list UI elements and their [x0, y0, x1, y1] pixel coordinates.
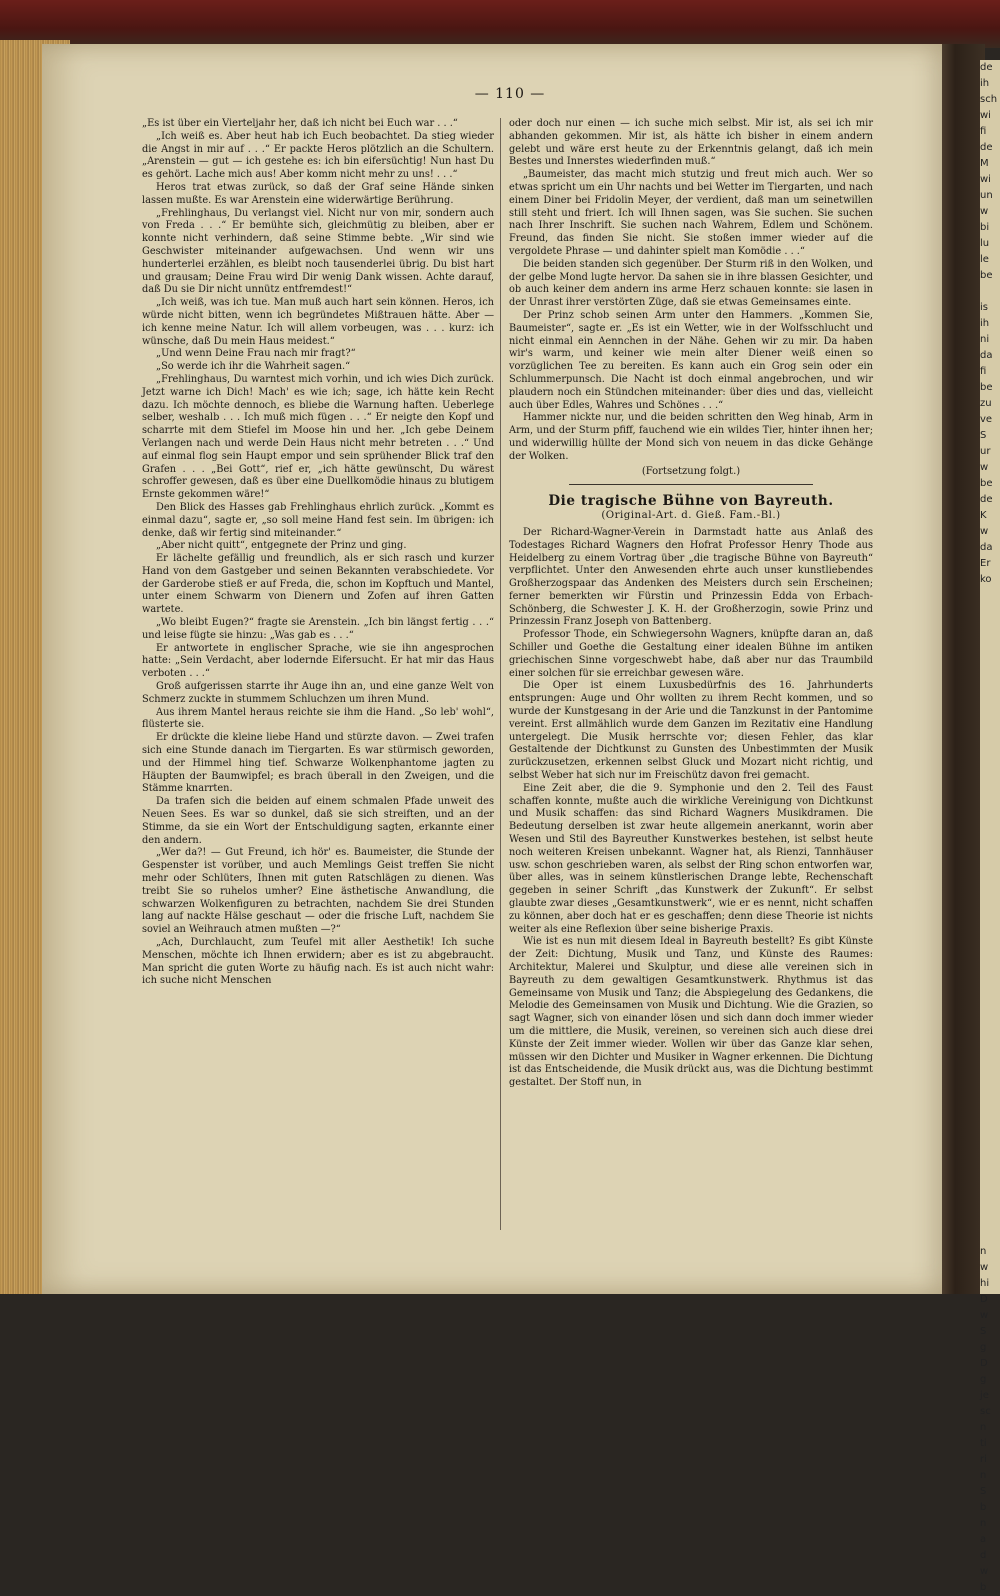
- margin-fragment: [980, 1004, 1000, 1020]
- margin-fragment: be: [980, 478, 993, 489]
- margin-fragment: [980, 1020, 1000, 1036]
- paragraph: Aus ihrem Mantel heraus reichte sie ihm die Hand. „So leb' wohl“, flüsterte sie.: [142, 706, 494, 731]
- margin-fragment: K: [980, 510, 987, 521]
- margin-fragment: hi: [980, 1278, 990, 1289]
- margin-fragment: de: [980, 142, 993, 153]
- margin-fragment: [980, 1068, 1000, 1084]
- margin-fragment: [980, 796, 1000, 812]
- margin-fragment: [980, 1212, 1000, 1228]
- margin-fragment: [980, 892, 1000, 908]
- paragraph: „Es ist über ein Vierteljahr her, daß ich nicht bei Euch war . . .“: [142, 118, 458, 129]
- paragraph: „Und wenn Deine Frau nach mir fragt?“: [156, 348, 356, 360]
- margin-fragment: [980, 636, 1000, 652]
- paragraph: Groß aufgerissen starrte ihr Auge ihn an, und eine ganze Welt von Schmerz zuckte in stummem Schluchzen um ihren Mund.: [142, 681, 494, 705]
- margin-fragment: d: [980, 1550, 987, 1561]
- margin-fragment: [980, 780, 1000, 796]
- margin-fragment: be: [980, 382, 993, 393]
- margin-fragment: un: [980, 190, 993, 201]
- margin-fragment: [980, 588, 1000, 604]
- margin-fragment: sc: [980, 1406, 991, 1417]
- margin-fragment: [980, 1132, 1000, 1148]
- margin-fragment: S: [980, 430, 987, 441]
- paragraph: „Frehlinghaus, Du verlangst viel. Nicht nur von mir, sondern auch von Freda . . .“ Er bemühte sich, gleichmütig zu bleiben, aber er konnte nicht verhindern, daß seine Stimme bebte. „Wir sind wie Geschwister miteinander aufgewachsen. Und wenn wir uns hunderterlei erzählen, es bleibt noch tausenderlei übrig. Du bist hart und grausam; Deine Frau wird Dir wenig Dank wissen. Achte darauf, daß Du sie Dir nicht unnütz entfremdest!“: [142, 207, 494, 296]
- margin-fragment: g: [980, 1342, 987, 1353]
- margin-fragment: b: [980, 1582, 987, 1593]
- margin-fragment: lu: [980, 238, 990, 249]
- margin-fragment: de: [980, 62, 993, 73]
- margin-fragment: w: [980, 206, 989, 217]
- margin-fragment: [980, 844, 1000, 860]
- continuation-note: (Fortsetzung folgt.): [641, 465, 741, 477]
- margin-fragment: [980, 988, 1000, 1004]
- margin-fragment: [980, 1180, 1000, 1196]
- margin-fragment: ko: [980, 574, 992, 585]
- paragraph: Er drückte die kleine liebe Hand und stürzte davon. — Zwei trafen sich eine Stunde danach im Tiergarten. Es war stürmisch geworden, und der Himmel hing tief. Schwarze Wolkenphantome jagten zu Häupten der Baumwipfel; es brach überall in den Zweigen, und die Stämme knarrten.: [142, 732, 494, 795]
- margin-fragment: n: [980, 1422, 987, 1433]
- section-rule: [569, 484, 813, 485]
- margin-fragment: da: [980, 542, 993, 553]
- margin-fragment: [980, 684, 1000, 700]
- margin-fragment: sch: [980, 94, 998, 105]
- margin-fragment: w: [980, 1262, 989, 1273]
- margin-fragment: [980, 1164, 1000, 1180]
- margin-fragment: n: [980, 1518, 987, 1529]
- paragraph: „Wer da?! — Gut Freund, ich hör' es. Baumeister, die Stunde der Gespenster ist vorüber, und auch Memlings Geist treffen Sie nicht mehr oder Schlüters, Ihnen mit guten Ratschlägen zu dienen. Was treibt Sie so ruhelos umher? Eine ästhetische Anwandlung, die schwarzen Wolkenfiguren zu betrachten, nachdem Sie drei Stunden lang auf nackte Hälse geschaut — oder die frische Luft, nachdem Sie soviel an Weihrauch atmen mußten —?“: [142, 847, 494, 936]
- margin-fragment: [980, 1196, 1000, 1212]
- book-gutter: [935, 44, 985, 1294]
- paragraph: „Wo bleibt Eugen?“ fragte sie Arenstein. „Ich bin längst fertig . . .“ und leise fügte sie hinzu: „Was gab es . . .“: [142, 617, 494, 641]
- margin-fragment: [980, 1228, 1000, 1244]
- margin-fragment: ve: [980, 414, 993, 425]
- paragraph: oder doch nur einen — ich suche mich selbst. Mir ist, als sei ich mir abhanden gekommen. Mir ist, als hätte ich bisher in einem andern gelebt und wäre erst heute zu der Erkenntnis gelangt, daß ich mein Bestes und Innerstes wiederfinden muß.“: [509, 118, 873, 168]
- margin-fragment: n: [980, 1246, 987, 1257]
- margin-fragment: w: [980, 462, 989, 473]
- margin-fragment: [980, 924, 1000, 940]
- margin-fragment: ih: [980, 318, 990, 329]
- paragraph: „Aber nicht quitt“, entgegnete der Prinz und ging.: [156, 540, 407, 552]
- paragraph: Der Richard-Wagner-Verein in Darmstadt hatte aus Anlaß des Todestages Richard Wagners den Hofrat Professor Henry Thode aus Heidelberg zu einem Vortrag über „die tragische Bühne von Bayreuth“ verpflichtet. Unter den Anwesenden ehrte auch unser kunstliebendes Großherzogspaar das Andenken des Meisters durch sein Erscheinen; ferner bemerkten wir Fürstin und Prinzessin Edda von Erbach-Schönberg, die Schwester J. K. H. der Großherzogin, sowie Prinz und Prinzessin Franz Joseph von Battenberg.: [509, 526, 873, 628]
- margin-fragment: [980, 764, 1000, 780]
- margin-fragment: wi: [980, 174, 991, 185]
- paragraph: „Ich weiß, was ich tue. Man muß auch hart sein können. Heros, ich würde nicht bitten, wenn ich begründetes Mißtrauen hätte. Aber — ich kenne meine Natur. Ich will allem vorbeugen, was . . . kurz: ich wünsche, daß Du mein Haus meidest.“: [142, 297, 494, 347]
- paragraph: „Frehlinghaus, Du warntest mich vorhin, und ich wies Dich zurück. Jetzt warne ich Dich! Mach' es wie ich; sage, ich hätte kein Recht dazu. Ich möchte dennoch, es bliebe die Warnung haften. Ueberlege selber, weshalb . . . Ich muß mich fügen . . .“ Er neigte den Kopf und scharrte mit dem Stiefel im Moose hin und her. „Ich gebe Deinem Verlangen nach und werde Dein Haus nicht mehr betreten . . .“ Und auf einmal flog sein Haupt empor und sein sprühender Blick traf den Grafen . . . „Bei Gott“, rief er, „ich hätte gewünscht, Du wärest schroffer gewesen, daß es über eine Duellkomödie hinaus zu blutigem Ernste gekommen wäre!“: [142, 373, 494, 501]
- margin-fragment: [980, 940, 1000, 956]
- paragraph: Eine Zeit aber, die die 9. Symphonie und den 2. Teil des Faust schaffen konnte, mußte auch die wirkliche Vereinigung von Dichtkunst und Musik schaffen: das sind Richard Wagners Musikdramen. Die Bedeutung derselben ist zwar heute allgemein anerkannt, worin aber Wesen und Stil des Bayreuther Kunstwerkes bestehen, ist selbst heute noch weiteren Kreisen unbekannt. Wagner hat, als Rienzi, Tannhäuser usw. schon geschrieben waren, als selbst der Ring schon entworfen war, über alles, was in seinem künstlerischen Drange lebte, Rechenschaft gegeben in seiner Schrift „das Kunstwerk der Zukunft“. Er selbst glaubte zwar dieses „Gesamtkunstwerk“, wie er es nennt, nicht schaffen zu können, aber doch hat er es geschaffen; denn diese Theorie ist nichts weiter als eine Reflexion über seine bisherige Praxis.: [509, 782, 873, 935]
- margin-fragment: zu: [980, 398, 992, 409]
- paragraph: „Baumeister, das macht mich stutzig und freut mich auch. Wer so etwas spricht um ein Uhr nachts und bei Wetter im Tiergarten, und nach einem Diner bei Fridolin Meyer, der verdient, daß man um seinetwillen still steht und friert. Ich will Ihnen sagen, was Sie suchen. Sie suchen nach Ihrer Inschrift. Sie suchen nach Wahrem, Edlem und Schönem. Freund, das finden Sie nicht. Sie stoßen immer wieder auf die vergoldete Phrase — und dahinter spielt man Komödie . . .“: [509, 169, 873, 257]
- book-binding: [0, 0, 1000, 48]
- margin-fragment: a: [980, 1534, 987, 1545]
- margin-fragment: w: [980, 1566, 989, 1577]
- paragraph: „Ach, Durchlaucht, zum Teufel mit aller Aesthetik! Ich suche Menschen, möchte ich Ihnen erwidern; aber es ist zu abgebraucht. Man spricht die guten Worte zu häufig nach. Es ist auch nicht wahr: ich suche nicht Menschen: [142, 937, 494, 987]
- margin-fragment: D: [980, 1294, 988, 1305]
- paragraph: Wie ist es nun mit diesem Ideal in Bayreuth bestellt? Es gibt Künste der Zeit: Dichtung, Musik und Tanz, und Künste des Raumes: Architektur, Malerei und Skulptur, und diese alle vereinen sich in Bayreuth zu dem gewaltigen Gesamtkunstwerk. Rhythmus ist das Gemeinsame von Musik und Tanz; die Abspiegelung des Gedankens, die Melodie des Gemeinsamen von Musik und Dichtung. Wie die Grazien, so sagt Wagner, sich von einander lösen und sich dann doch immer wieder um die mittlere, die Musik, vereinen, so vereinen sich auch diese drei Künste der Zeit immer wieder. Wollen wir über das Ganze klar sehen, müssen wir den Dichter und Musiker in Wagner erkennen. Die Dichtung ist das Entscheidende, die Musik drückt aus, was die Dichtung bestimmt gestaltet. Der Stoff nun, in: [509, 936, 873, 1089]
- paragraph: „So werde ich ihr die Wahrheit sagen.“: [156, 361, 351, 373]
- article-subtitle: (Original-Art. d. Gieß. Fam.-Bl.): [601, 510, 781, 522]
- margin-fragment: is: [980, 302, 988, 313]
- paragraph: Hammer nickte nur, und die beiden schritten den Weg hinab, Arm in Arm, und der Sturm pfiff, fauchend wie ein wildes Tier, hinter ihnen her; und widerwillig hüllte der Mond sich von neuem in das dicke Gehänge der Wolken.: [509, 412, 873, 462]
- paragraph: Den Blick des Hasses gab Frehlinghaus ehrlich zurück. „Kommt es einmal dazu“, sagte er, „so soll meine Hand fest sein. Im übrigen: ich denke, daß wir fertig sind miteinander.“: [142, 501, 494, 539]
- margin-fragment: da: [980, 350, 993, 361]
- page-number: — 110 —: [474, 86, 546, 102]
- margin-fragment: [980, 700, 1000, 716]
- margin-fragment: [980, 652, 1000, 668]
- margin-fragment: [980, 908, 1000, 924]
- margin-fragment: de: [980, 494, 993, 505]
- margin-fragment: [980, 860, 1000, 876]
- margin-fragment: fi: [980, 126, 987, 137]
- margin-fragment: [980, 1116, 1000, 1132]
- margin-fragment: S: [980, 1486, 987, 1497]
- article-title: Die tragische Bühne von Bayreuth.: [548, 493, 834, 510]
- margin-fragment: be: [980, 270, 993, 281]
- paragraph: Der Prinz schob seinen Arm unter den Hammers. „Kommen Sie, Baumeister“, sagte er. „Es ist ein Wetter, wie in der Wolfsschlucht und nicht einmal ein Aennchen in der Nähe. Gehen wir zu mir. Da haben wir's warm, und keiner wie mein alter Diener weiß einen so vorzüglichen Tee zu bereiten. Es kann auch ein Grog sein oder ein Schlummerpunsch. Die Nacht ist doch einmal angebrochen, und wir plaudern noch ein Stündchen miteinander: über dies und das, vielleicht auch über Edles, Wahres und Schönes . . .“: [509, 309, 873, 411]
- paragraph: Heros trat etwas zurück, so daß der Graf seine Hände sinken lassen mußte. Es war Arenstein eine widerwärtige Berührung.: [142, 181, 494, 206]
- paragraph: „Ich weiß es. Aber heut hab ich Euch beobachtet. Da stieg wieder die Angst in mir auf . . .“ Er packte Heros plötzlich an die Schultern. „Arenstein — gut — ich gestehe es: ich bin eifersüchtig! Nun hast Du es gehört. Lache mich aus! Aber komm nicht mehr zu uns! . . .“: [142, 130, 494, 181]
- margin-fragment: [980, 1100, 1000, 1116]
- margin-fragment: Er: [980, 558, 991, 569]
- margin-fragment: D: [980, 1358, 988, 1369]
- margin-fragment: ri: [980, 1454, 987, 1465]
- margin-fragment: [980, 620, 1000, 636]
- margin-fragment: [980, 668, 1000, 684]
- margin-fragment: [980, 1052, 1000, 1068]
- paragraph: Er antwortete in englischer Sprache, wie sie ihn angesprochen hatte: „Sein Verdacht, aber lodernde Eifersucht. Er hat mir das Haus verboten . . .“: [142, 642, 494, 680]
- margin-fragment: [980, 1148, 1000, 1164]
- paragraph: Da trafen sich die beiden auf einem schmalen Pfade unweit des Neuen Sees. Es war so dunkel, daß sie sich streiften, und an der Stimme, da sie ein Wort der Entschuldigung sagten, erkannte einer den andern.: [142, 796, 494, 846]
- margin-fragment: fi: [980, 366, 987, 377]
- margin-fragment: [980, 812, 1000, 828]
- margin-fragment: je: [980, 1390, 989, 1401]
- margin-fragment: [980, 732, 1000, 748]
- right-column: [509, 118, 873, 1090]
- margin-fragment: ih: [980, 78, 990, 89]
- margin-fragment: [980, 1084, 1000, 1100]
- margin-fragment: [980, 284, 1000, 300]
- margin-fragment: M: [980, 158, 989, 169]
- paragraph: Die Oper ist einem Luxusbedürfnis des 16. Jahrhunderts entsprungen: Auge und Ohr wollten zu ihrem Recht kommen, und so wurde der Kunstgesang in der Arie und die Tanzkunst in der Pantomime vereint. Erst allmählich wurde dem Ganzen im Rezitativ eine Handlung untergelegt. Die Musik herrschte vor; diesen Fehler, das klar Gestaltende der Dichtkunst zu Gunsten des Unbestimmten der Musik zurückzusetzen, erkennen selbst Gluck und Mozart nicht richtig, und selbst Weber hat sich nur im Freischütz davon frei gemacht.: [509, 680, 873, 782]
- margin-fragment: ur: [980, 446, 991, 457]
- margin-fragment: n: [980, 1470, 987, 1481]
- margin-fragment: [980, 876, 1000, 892]
- paragraph: Professor Thode, ein Schwiegersohn Wagners, knüpfte daran an, daß Schiller und Goethe die Gestaltung einer idealen Bühne im antiken griechischen Sinne vorgeschwebt habe, daß aber nur das Traumbild einer solchen für sie erreichbar gewesen wäre.: [509, 629, 873, 679]
- margin-fragment: bi: [980, 222, 990, 233]
- margin-fragment: [980, 972, 1000, 988]
- margin-fragment: b: [980, 1502, 987, 1513]
- margin-fragment: ni: [980, 334, 990, 345]
- margin-fragment: [980, 748, 1000, 764]
- margin-fragment: [980, 828, 1000, 844]
- margin-fragment: [980, 956, 1000, 972]
- column-divider: [500, 118, 501, 1230]
- margin-fragment: g: [980, 1374, 987, 1385]
- margin-fragment: [980, 1036, 1000, 1052]
- facing-page-edge: [980, 60, 1000, 1593]
- margin-fragment: S: [980, 1326, 987, 1337]
- margin-fragment: [980, 604, 1000, 620]
- margin-fragment: le: [980, 254, 989, 265]
- margin-fragment: ti: [980, 1438, 987, 1449]
- margin-fragment: [980, 716, 1000, 732]
- paragraph: Die beiden standen sich gegenüber. Der Sturm riß in den Wolken, und der gelbe Mond lugte hervor. Da sahen sie in ihre blassen Gesichter, und ob auch keiner dem andern ins arme Herz schauen konnte: sie lasen in der Unrast ihrer verstörten Züge, daß sie etwas Gemeinsames einte.: [509, 258, 873, 309]
- paragraph: Er lächelte gefällig und freundlich, als er sich rasch und kurzer Hand von dem Gastgeber und seinen Bekannten verabschiedete. Vor der Garderobe stieß er auf Freda, die, schon im Kopftuch und Mantel, unter einem Schwarm von Dienern und Zofen auf ihren Gatten wartete.: [142, 553, 494, 616]
- margin-fragment: w: [980, 1310, 989, 1321]
- left-column: [142, 118, 494, 988]
- margin-fragment: w: [980, 526, 989, 537]
- margin-fragment: wi: [980, 110, 991, 121]
